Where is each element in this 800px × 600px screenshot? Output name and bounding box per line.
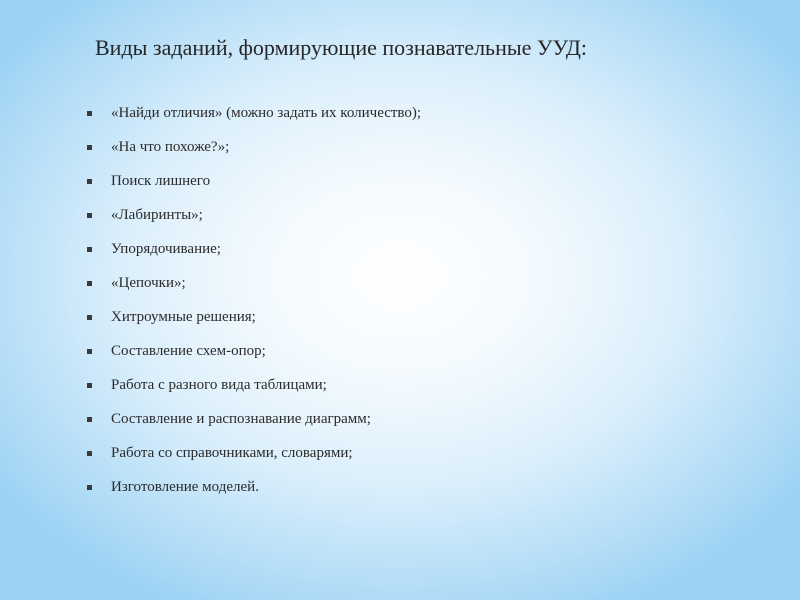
bullet-list — [87, 96, 727, 504]
square-bullet-icon — [87, 417, 92, 422]
square-bullet-icon — [87, 485, 92, 490]
square-bullet-icon — [87, 383, 92, 388]
list-item — [87, 368, 727, 402]
list-item — [87, 334, 727, 368]
list-item — [87, 266, 727, 300]
list-item-text: «На что похоже?»; — [111, 139, 230, 155]
list-item-text: Составление и распознавание диаграмм; — [111, 411, 371, 427]
list-item-text: «Цепочки»; — [111, 275, 186, 291]
list-item — [87, 96, 727, 130]
list-item-text: Хитроумные решения; — [111, 309, 256, 325]
square-bullet-icon — [87, 213, 92, 218]
list-item-text: Составление схем-опор; — [111, 343, 266, 359]
list-item-text: Упорядочивание; — [111, 241, 221, 257]
square-bullet-icon — [87, 111, 92, 116]
list-item-text: Поиск лишнего — [111, 173, 211, 189]
list-item — [87, 300, 727, 334]
list-item-text: Изготовление моделей. — [111, 479, 259, 495]
list-item — [87, 164, 727, 198]
list-item-text: Работа с разного вида таблицами; — [111, 377, 327, 393]
list-item — [87, 436, 727, 470]
list-item — [87, 198, 727, 232]
list-item-text: «Найди отличия» (можно задать их количество); — [111, 105, 422, 121]
square-bullet-icon — [87, 179, 92, 184]
list-item — [87, 130, 727, 164]
list-item — [87, 402, 727, 436]
list-item-text: «Лабиринты»; — [111, 207, 203, 223]
list-item — [87, 470, 727, 504]
list-item — [87, 232, 727, 266]
square-bullet-icon — [87, 315, 92, 320]
square-bullet-icon — [87, 281, 92, 286]
list-item-text: Работа со справочниками, словарями; — [111, 445, 353, 461]
square-bullet-icon — [87, 349, 92, 354]
slide-title: Виды заданий, формирующие познавательные УУД: — [95, 35, 587, 60]
square-bullet-icon — [87, 145, 92, 150]
square-bullet-icon — [87, 451, 92, 456]
square-bullet-icon — [87, 247, 92, 252]
